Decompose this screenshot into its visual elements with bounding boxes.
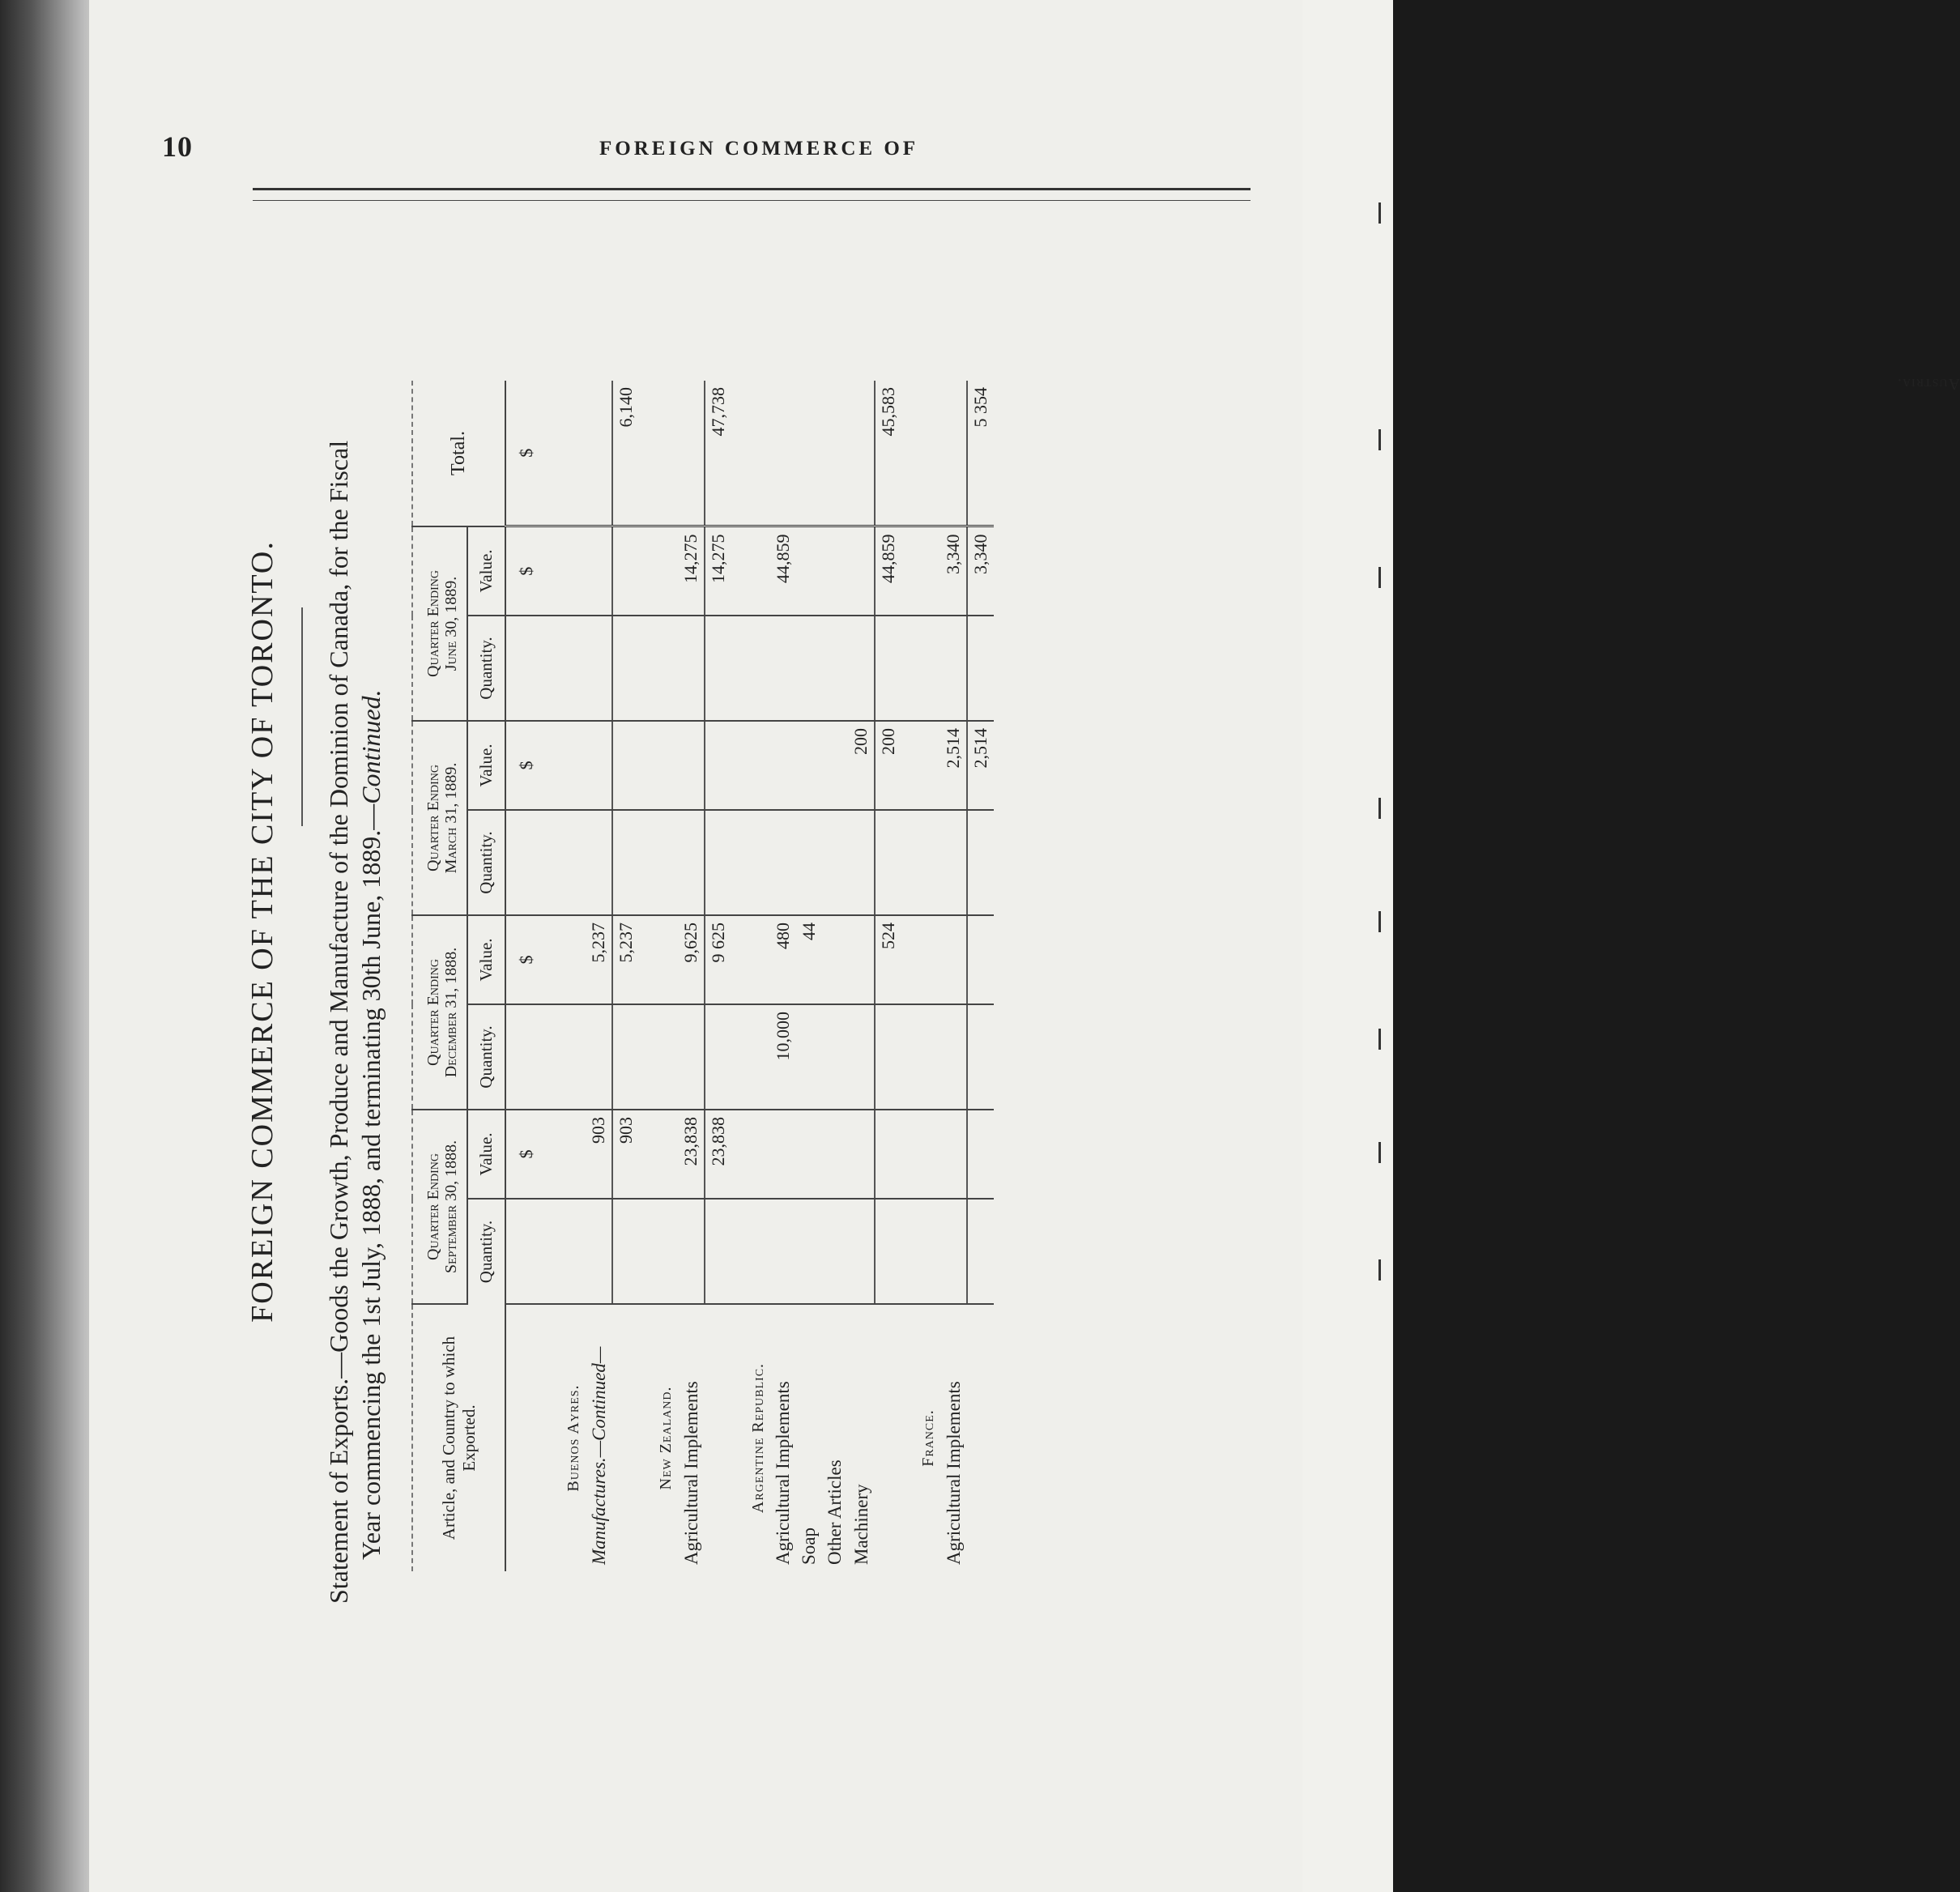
quantity-cell: [586, 1199, 612, 1304]
empty-cell: [731, 915, 770, 1004]
country-row: [547, 381, 586, 1571]
total-header: Total.: [412, 381, 505, 526]
quantity-cell: [796, 810, 822, 915]
quantity-cell: [967, 1199, 994, 1304]
quantity-cell: [822, 1199, 848, 1304]
subtotal-row: [612, 381, 639, 1571]
value-cell: [770, 1110, 796, 1199]
subtotal-value-cell: [967, 915, 994, 1004]
subtotal-value-cell: 200: [875, 721, 901, 810]
value-header: Value.: [467, 526, 505, 616]
value-cell: [586, 721, 612, 810]
value-cell: [770, 721, 796, 810]
value-cell: [822, 526, 848, 616]
value-cell: [848, 915, 875, 1004]
statement-caption: [322, 340, 387, 1604]
country-label: Argentine Republic.: [749, 1362, 767, 1514]
quantity-cell: [940, 810, 967, 915]
article-label: Agricultural Implements: [943, 1381, 964, 1565]
dollar-sign: $: [505, 381, 547, 526]
quantity-cell: [586, 810, 612, 915]
value-cell: [796, 721, 822, 810]
empty-cell: [731, 526, 770, 616]
quantity-cell: [848, 1199, 875, 1304]
rotated-content: [227, 292, 1960, 1685]
title-rule: [301, 607, 303, 826]
value-cell: 480: [770, 915, 796, 1004]
value-cell: 3,340: [940, 526, 967, 616]
empty-cell: [547, 1004, 586, 1110]
grand-total-cell: 5 354: [967, 381, 994, 526]
item-row: [822, 381, 848, 1571]
total-cell: [822, 381, 848, 526]
edge-mark: [1378, 567, 1381, 588]
empty-cell: [731, 1004, 770, 1110]
dollar-sign: $: [505, 721, 547, 810]
quantity-header: Quantity.: [467, 1004, 505, 1110]
empty-cell: [901, 1004, 940, 1110]
edge-mark: [1378, 911, 1381, 932]
quantity-cell: [848, 810, 875, 915]
quantity-header: Quantity.: [467, 810, 505, 915]
country-row: [639, 381, 678, 1571]
quantity-cell: [705, 810, 731, 915]
quantity-cell: [612, 1004, 639, 1110]
value-cell: [822, 721, 848, 810]
article-label: Manufactures.—Continued—: [588, 1346, 609, 1565]
table-body: [505, 381, 994, 1571]
value-header: Value.: [467, 721, 505, 810]
quantity-cell: [770, 1199, 796, 1304]
value-cell: [940, 915, 967, 1004]
dollar-row: [505, 381, 547, 1571]
statement-line1: Statement of Exports.—Goods the Growth, Produce and Manufacture of the Dominion of Canada, for the Fiscal: [324, 440, 353, 1604]
total-cell: [796, 381, 822, 526]
item-row: [940, 381, 967, 1571]
total-cell: [770, 381, 796, 526]
quantity-cell: [848, 616, 875, 721]
value-cell: 9,625: [678, 915, 705, 1004]
value-cell: [848, 526, 875, 616]
quantity-cell: [796, 616, 822, 721]
empty-cell: [547, 526, 586, 616]
dollar-sign: $: [505, 915, 547, 1004]
total-cell: [940, 381, 967, 526]
subtotal-value-cell: 5,237: [612, 915, 639, 1004]
empty-cell: [901, 526, 940, 616]
quantity-cell: [678, 616, 705, 721]
empty-cell: [901, 1199, 940, 1304]
quantity-cell: [848, 1004, 875, 1110]
empty-cell: [639, 381, 678, 526]
grand-total-cell: 47,738: [705, 381, 731, 526]
value-cell: 44,859: [770, 526, 796, 616]
quarter-header: Quarter Ending December 31, 1888.: [412, 915, 467, 1110]
quantity-cell: [967, 1004, 994, 1110]
subtotal-label: [875, 1304, 901, 1571]
facing-page-edge: [1302, 0, 1393, 1892]
empty-cell: [547, 1199, 586, 1304]
dollar-sign: $: [505, 526, 547, 616]
country-label: France.: [919, 1409, 937, 1467]
article-label: Agricultural Implements: [773, 1381, 793, 1565]
article-label: Other Articles: [824, 1459, 845, 1565]
item-row: [848, 381, 875, 1571]
edge-mark: [1378, 1142, 1381, 1163]
exports-table: [411, 381, 994, 1571]
subtotal-value-cell: 23,838: [705, 1110, 731, 1199]
edge-mark: [1378, 1259, 1381, 1281]
continued-label: Continued.: [356, 689, 386, 804]
quantity-cell: [586, 616, 612, 721]
value-cell: [822, 915, 848, 1004]
subtotal-value-cell: 14,275: [705, 526, 731, 616]
quantity-cell: [770, 616, 796, 721]
subtotal-value-cell: [875, 1110, 901, 1199]
quarter-header: Quarter Ending September 30, 1888.: [412, 1110, 467, 1304]
header-rule: [253, 188, 1251, 201]
quantity-cell: [678, 1199, 705, 1304]
empty-cell: [639, 1110, 678, 1199]
subtotal-value-cell: 2,514: [967, 721, 994, 810]
quantity-cell: [875, 810, 901, 915]
subtotal-value-cell: 44,859: [875, 526, 901, 616]
country-row: [901, 381, 940, 1571]
quarter-header: Quarter Ending March 31, 1889.: [412, 721, 467, 915]
subtotal-value-cell: [967, 1110, 994, 1199]
item-row: [770, 381, 796, 1571]
grand-total-cell: 6,140: [612, 381, 639, 526]
quantity-cell: 10,000: [770, 1004, 796, 1110]
total-cell: [586, 381, 612, 526]
empty-cell: [731, 810, 770, 915]
article-header: Article, and Country to which Exported.: [412, 1304, 505, 1571]
value-cell: 23,838: [678, 1110, 705, 1199]
empty-cell: [547, 915, 586, 1004]
empty-cell: [731, 1110, 770, 1199]
running-head: FOREIGN COMMERCE OF: [599, 138, 919, 160]
subtotal-row: [705, 381, 731, 1571]
empty-cell: [639, 526, 678, 616]
empty-cell: [901, 1110, 940, 1199]
quantity-cell: [612, 1199, 639, 1304]
page-number: 10: [162, 130, 193, 163]
subtotal-label: [612, 1304, 639, 1571]
total-cell: [678, 381, 705, 526]
quantity-cell: [612, 616, 639, 721]
empty-cell: [901, 381, 940, 526]
country-row: [731, 381, 770, 1571]
empty-cell: [639, 616, 678, 721]
next-country-label: Austria.: [1896, 375, 1960, 393]
item-row: [586, 381, 612, 1571]
value-cell: 2,514: [940, 721, 967, 810]
article-label: Soap: [799, 1528, 819, 1565]
edge-mark: [1378, 1029, 1381, 1050]
subtotal-value-cell: [612, 526, 639, 616]
value-cell: 200: [848, 721, 875, 810]
value-cell: [848, 1110, 875, 1199]
subtotal-label: [705, 1304, 731, 1571]
quantity-cell: [770, 810, 796, 915]
quantity-cell: [705, 616, 731, 721]
empty-cell: [731, 1199, 770, 1304]
empty-cell: [639, 1199, 678, 1304]
item-row: [678, 381, 705, 1571]
empty-cell: [731, 381, 770, 526]
value-cell: 14,275: [678, 526, 705, 616]
article-label: Agricultural Implements: [680, 1381, 701, 1565]
quantity-cell: [796, 1199, 822, 1304]
quantity-cell: [967, 810, 994, 915]
dollar-sign: $: [505, 1110, 547, 1199]
quantity-cell: [822, 616, 848, 721]
empty-cell: [639, 810, 678, 915]
quantity-cell: [586, 1004, 612, 1110]
quantity-cell: [796, 1004, 822, 1110]
subtotal-row: [875, 381, 901, 1571]
quantity-cell: [967, 616, 994, 721]
quantity-cell: [875, 616, 901, 721]
empty-cell: [901, 616, 940, 721]
quantity-cell: [678, 1004, 705, 1110]
quantity-cell: [940, 1004, 967, 1110]
subtotal-value-cell: 9 625: [705, 915, 731, 1004]
value-cell: [940, 1110, 967, 1199]
subtotal-value-cell: [705, 721, 731, 810]
subtotal-value-cell: 3,340: [967, 526, 994, 616]
main-title: FOREIGN COMMERCE OF THE CITY OF TORONTO.: [245, 540, 279, 1323]
value-header: Value.: [467, 915, 505, 1004]
empty-cell: [547, 381, 586, 526]
value-cell: [678, 721, 705, 810]
quantity-cell: [940, 1199, 967, 1304]
subtotal-value-cell: [612, 721, 639, 810]
empty-cell: [547, 721, 586, 810]
quantity-cell: [875, 1199, 901, 1304]
total-cell: [848, 381, 875, 526]
quantity-header: Quantity.: [467, 616, 505, 721]
quantity-cell: [705, 1004, 731, 1110]
quantity-cell: [678, 810, 705, 915]
value-cell: [586, 526, 612, 616]
value-cell: 5,237: [586, 915, 612, 1004]
country-label: Buenos Ayres.: [565, 1384, 582, 1492]
value-cell: 903: [586, 1110, 612, 1199]
value-cell: 44: [796, 915, 822, 1004]
item-row: [796, 381, 822, 1571]
empty-cell: [901, 810, 940, 915]
quarter-header: Quarter Ending June 30, 1889.: [412, 526, 467, 721]
quantity-cell: [705, 1199, 731, 1304]
edge-mark: [1378, 798, 1381, 819]
empty-cell: [901, 915, 940, 1004]
empty-cell: [547, 1110, 586, 1199]
empty-cell: [731, 721, 770, 810]
subtotal-value-cell: 524: [875, 915, 901, 1004]
value-cell: [796, 526, 822, 616]
empty-cell: [639, 721, 678, 810]
quantity-cell: [612, 810, 639, 915]
country-label: New Zealand.: [657, 1386, 675, 1490]
empty-cell: [639, 915, 678, 1004]
value-cell: [822, 1110, 848, 1199]
subtotal-label: [967, 1304, 994, 1571]
article-label: Machinery: [850, 1484, 871, 1565]
subtotal-value-cell: 903: [612, 1110, 639, 1199]
grand-total-cell: 45,583: [875, 381, 901, 526]
edge-mark: [1378, 202, 1381, 224]
value-header: Value.: [467, 1110, 505, 1199]
quantity-cell: [940, 616, 967, 721]
empty-cell: [901, 721, 940, 810]
quantity-cell: [822, 1004, 848, 1110]
quantity-header: Quantity.: [467, 1199, 505, 1304]
subtotal-row: [967, 381, 994, 1571]
quantity-cell: [875, 1004, 901, 1110]
empty-cell: [639, 1004, 678, 1110]
empty-cell: [547, 810, 586, 915]
edge-mark: [1378, 429, 1381, 450]
value-cell: [796, 1110, 822, 1199]
quantity-cell: [822, 810, 848, 915]
statement-line2: Year commencing the 1st July, 1888, and terminating 30th June, 1889.—Continued.: [356, 689, 386, 1560]
empty-cell: [547, 616, 586, 721]
empty-cell: [731, 616, 770, 721]
